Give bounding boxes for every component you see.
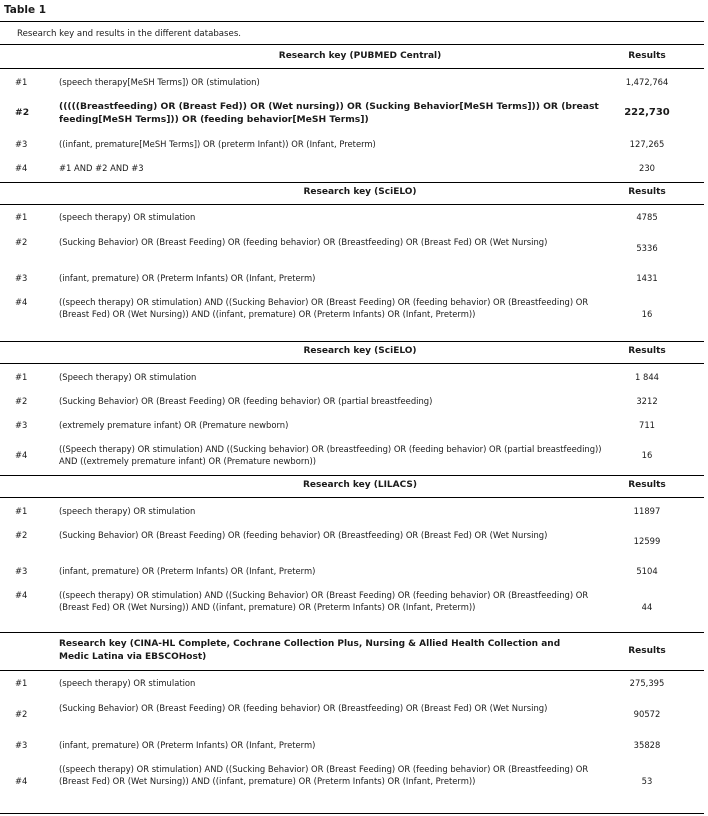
table-title: Table 1 [4, 4, 47, 16]
result-cell: 230 [639, 163, 655, 173]
row-number: #4 [15, 776, 28, 786]
section-pubmed [0, 44, 704, 186]
result-cell: 3212 [636, 396, 658, 406]
row-number: #1 [15, 212, 28, 222]
row-number: #3 [15, 273, 28, 283]
result-cell: 4785 [636, 212, 658, 222]
query-cell: (Speech therapy) OR stimulation [59, 372, 197, 382]
row-number: #4 [15, 450, 28, 460]
research-key-header: Research key (CINA-HL Complete, Cochrane Collection Plus, Nursing & Allied Health Collection and Medic Latina via EBSCOHost) [59, 639, 561, 662]
result-cell: 5104 [636, 566, 658, 576]
research-key-header: Research key (SciELO) [303, 346, 417, 356]
result-cell: 44 [641, 602, 653, 612]
result-cell: 711 [639, 420, 655, 430]
query-cell: ((infant, premature[MeSH Terms]) OR (preterm Infant)) OR (Infant, Preterm) [59, 139, 376, 149]
query-cell: (speech therapy) OR stimulation [59, 212, 196, 222]
section-header [0, 341, 704, 364]
query-cell: ((speech therapy) OR stimulation) AND ((Sucking Behavior) OR (Breast Feeding) OR (feeding behavior) OR (Breastfeeding) OR (Breast Fed) OR (Wet Nursing)) AND ((infant, premature) OR (Preterm Infants) OR (Infant, Preterm)) [59, 764, 589, 786]
top-rule [0, 21, 704, 22]
results-header: Results [628, 51, 666, 61]
query-cell: (infant, premature) OR (Preterm Infants) OR (Infant, Preterm) [59, 273, 316, 283]
result-cell: 11897 [633, 506, 661, 516]
result-cell: 12599 [633, 536, 661, 546]
research-key-header: Research key (SciELO) [303, 187, 417, 197]
section-ebsco [0, 632, 704, 812]
result-cell: 127,265 [629, 139, 665, 149]
research-key-header: Research key (LILACS) [303, 480, 417, 490]
research-key-header: Research key (PUBMED Central) [278, 51, 442, 61]
section-header [0, 182, 704, 205]
results-header: Results [628, 187, 666, 197]
query-cell: (infant, premature) OR (Preterm Infants) OR (Infant, Preterm) [59, 566, 316, 576]
result-cell: 275,395 [629, 678, 665, 688]
query-cell: (speech therapy[MeSH Terms]) OR (stimulation) [59, 77, 260, 87]
row-number: #1 [15, 372, 28, 382]
row-number: #4 [15, 297, 28, 307]
row-number: #1 [15, 77, 28, 87]
row-number: #2 [15, 396, 28, 406]
row-number: #4 [15, 163, 28, 173]
query-cell: (speech therapy) OR stimulation [59, 678, 196, 688]
query-cell: (infant, premature) OR (Preterm Infants) OR (Infant, Preterm) [59, 740, 316, 750]
section-scielo-1 [0, 182, 704, 342]
result-cell: 1 844 [635, 372, 659, 382]
row-number: #3 [15, 420, 28, 430]
result-cell: 16 [641, 309, 653, 319]
row-number: #3 [15, 740, 28, 750]
query-cell: ((speech therapy) OR stimulation) AND ((Sucking Behavior) OR (Breast Feeding) OR (feeding behavior) OR (Breastfeeding) OR (Breast Fed) OR (Wet Nursing)) AND ((infant, premature) OR (Preterm Infants) OR (Infant, Preterm)) [59, 590, 589, 612]
query-cell: (speech therapy) OR stimulation [59, 506, 196, 516]
query-cell: (Sucking Behavior) OR (Breast Feeding) OR (feeding behavior) OR (partial breastfeeding) [59, 396, 433, 406]
row-number: #3 [15, 139, 28, 149]
section-header [0, 475, 704, 498]
query-cell: #1 AND #2 AND #3 [59, 163, 144, 173]
results-header: Results [628, 646, 666, 656]
results-header: Results [628, 346, 666, 356]
result-cell: 1,472,764 [625, 77, 669, 87]
query-cell: (extremely premature infant) OR (Premature newborn) [59, 420, 289, 430]
section-lilacs [0, 475, 704, 633]
section-header [0, 44, 704, 69]
result-cell: 222,730 [624, 107, 670, 118]
results-header: Results [628, 480, 666, 490]
query-cell: (Sucking Behavior) OR (Breast Feeding) OR (feeding behavior) OR (Breastfeeding) OR (Breast Fed) OR (Wet Nursing) [59, 237, 548, 247]
row-number: #1 [15, 678, 28, 688]
result-cell: 5336 [636, 243, 658, 253]
row-number: #2 [15, 107, 30, 118]
result-cell: 90572 [633, 709, 661, 719]
query-cell: (Sucking Behavior) OR (Breast Feeding) OR (feeding behavior) OR (Breastfeeding) OR (Breast Fed) OR (Wet Nursing) [59, 530, 548, 540]
row-number: #3 [15, 566, 28, 576]
row-number: #4 [15, 590, 28, 600]
row-number: #2 [15, 709, 28, 719]
section-header [0, 632, 704, 671]
query-cell: ((speech therapy) OR stimulation) AND ((Sucking Behavior) OR (Breast Feeding) OR (feeding behavior) OR (Breastfeeding) OR (Breast Fed) OR (Wet Nursing)) AND ((infant, premature) OR (Preterm Infants) OR (Infant, Preterm)) [59, 297, 589, 319]
result-cell: 16 [641, 450, 653, 460]
section-scielo-2 [0, 341, 704, 477]
query-cell: (Sucking Behavior) OR (Breast Feeding) OR (feeding behavior) OR (Breastfeeding) OR (Breast Fed) OR (Wet Nursing) [59, 703, 548, 713]
bottom-rule [0, 813, 704, 814]
result-cell: 35828 [633, 740, 661, 750]
row-number: #2 [15, 237, 28, 247]
row-number: #1 [15, 506, 28, 516]
query-cell: (((((Breastfeeding) OR (Breast Fed)) OR (Wet nursing)) OR (Sucking Behavior[MeSH Terms])) OR (breast feeding[MeSH Terms])) OR (feeding behavior[MeSH Terms]) [59, 101, 599, 125]
query-cell: ((Speech therapy) OR stimulation) AND ((Sucking behavior) OR (breastfeeding) OR (feeding behavior) OR (partial breastfeeding)) AND ((extremely premature infant) OR (Premature newborn)) [59, 444, 602, 466]
result-cell: 1431 [636, 273, 658, 283]
table-caption: Research key and results in the different databases. [17, 29, 242, 39]
row-number: #2 [15, 530, 28, 540]
result-cell: 53 [641, 776, 653, 786]
